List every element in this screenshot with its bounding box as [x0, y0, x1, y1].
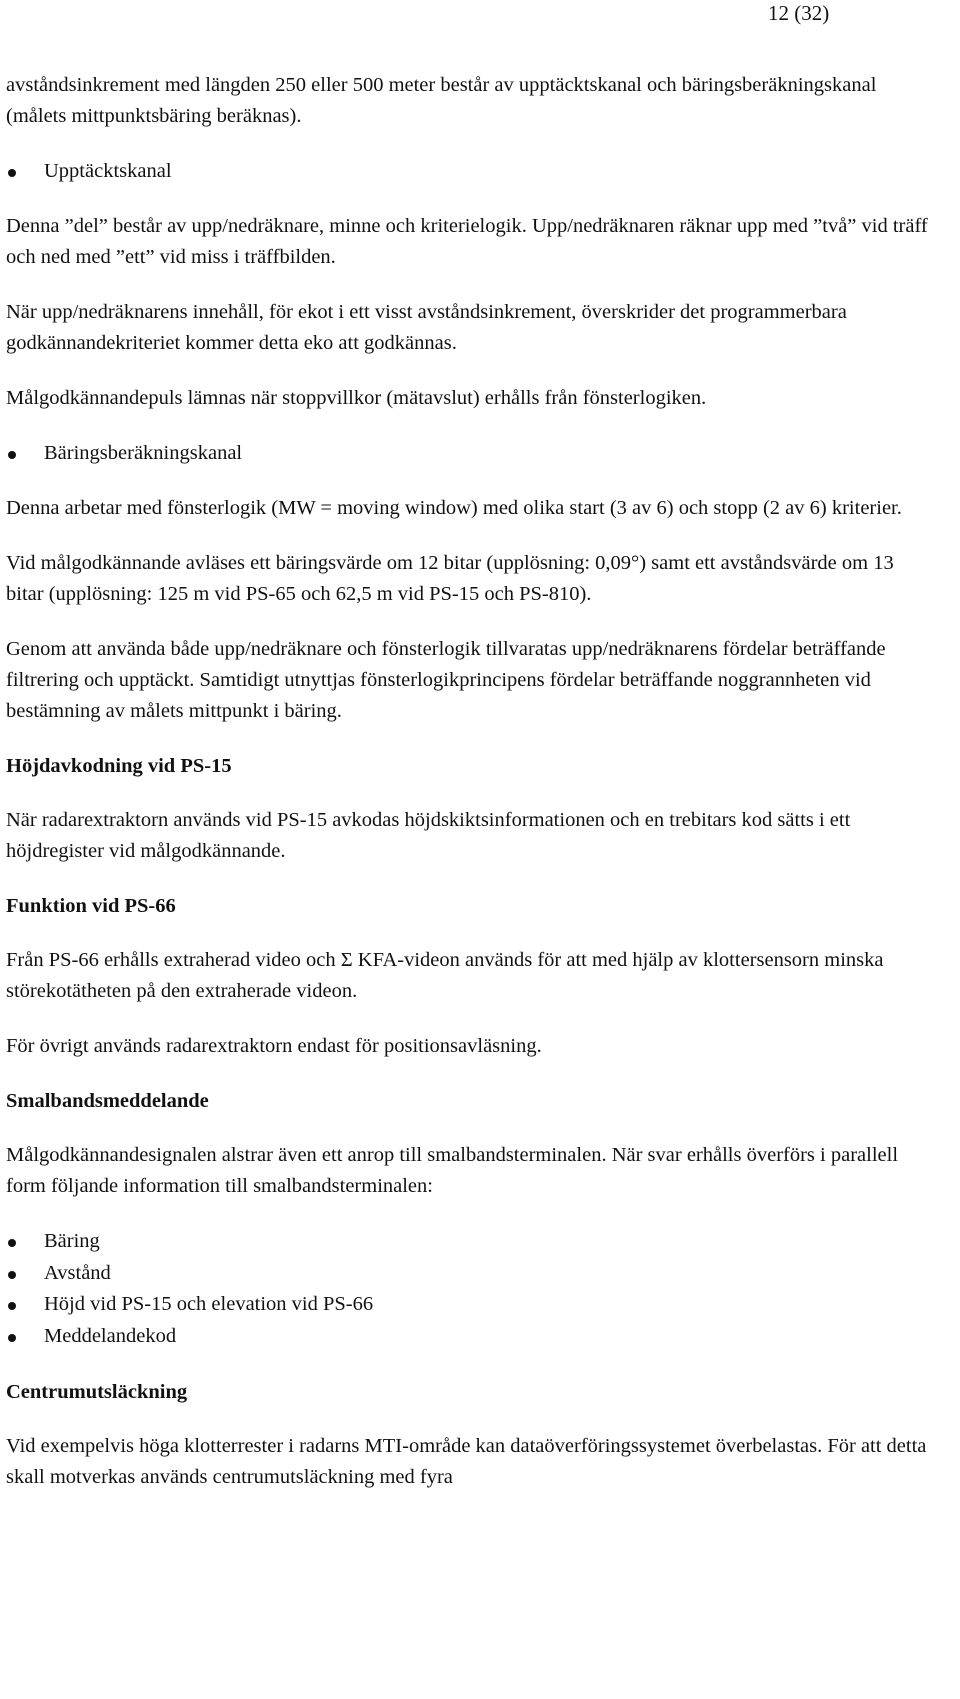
bullet-label: Bäringsberäkningskanal: [44, 442, 243, 464]
list-item: [6, 1321, 930, 1353]
paragraph: Denna ”del” består av upp/nedräknare, minne och kriterielogik. Upp/nedräknaren räknar upp med ”två” vid träff och ned med ”ett” vid miss i träffbilden.: [6, 215, 928, 268]
bullet-list: [6, 1226, 930, 1352]
paragraph: Målgodkännandesignalen alstrar även ett anrop till smalbandsterminalen. När svar erhålls överförs i parallell form följande information till smalbandsterminalen:: [6, 1144, 899, 1197]
bullet-icon: [8, 451, 16, 459]
page-number: 12 (32): [768, 1, 830, 25]
page-content: [6, 70, 930, 1517]
bullet-label: Upptäcktskanal: [44, 160, 172, 182]
bullet-item-baringsberakningskanal: [6, 438, 930, 469]
bullet-icon: [8, 169, 16, 177]
list-item-label: Höjd vid PS-15 och elevation vid PS-66: [44, 1293, 374, 1315]
paragraph: avståndsinkrement med längden 250 eller 500 meter består av upptäcktskanal och bäringsberäkningskanal (målets mittpunktsbäring beräknas).: [6, 74, 877, 127]
section-heading: Funktion vid PS-66: [6, 895, 176, 917]
bullet-icon: [8, 1271, 16, 1279]
list-item: [6, 1258, 930, 1290]
list-item-label: Bäring: [44, 1230, 100, 1252]
list-item: [6, 1289, 930, 1321]
list-item-label: Meddelandekod: [44, 1324, 177, 1347]
bullet-icon: [8, 1239, 16, 1247]
bullet-item-upptacktskanal: [6, 156, 930, 187]
paragraph: Målgodkännandepuls lämnas när stoppvillkor (mätavslut) erhålls från fönsterlogiken.: [6, 387, 707, 409]
section-heading: Höjdavkodning vid PS-15: [6, 755, 232, 777]
bullet-icon: [8, 1302, 16, 1310]
paragraph: Vid målgodkännande avläses ett bäringsvärde om 12 bitar (upplösning: 0,09°) samt ett avståndsvärde om 13 bitar (upplösning: 125 m vid PS-65 och 62,5 m vid PS-15 och PS-810).: [6, 552, 894, 605]
paragraph: För övrigt används radarextraktorn endast för positionsavläsning.: [6, 1035, 542, 1057]
paragraph: Från PS-66 erhålls extraherad video och Σ KFA-videon används för att med hjälp av klottersensorn minska störekotätheten på den extraherade videon.: [6, 949, 884, 1002]
paragraph: Denna arbetar med fönsterlogik (MW = moving window) med olika start (3 av 6) och stopp (2 av 6) kriterier.: [6, 497, 902, 519]
paragraph: När radarextraktorn används vid PS-15 avkodas höjdskiktsinformationen och en trebitars kod sätts i ett höjdregister vid målgodkännande.: [6, 809, 851, 862]
section-heading: Smalbandsmeddelande: [6, 1090, 209, 1112]
paragraph: Vid exempelvis höga klotterrester i radarns MTI-område kan dataöverföringssystemet överbelastas. För att detta skall motverkas används centrumutsläckning med fyra: [6, 1435, 927, 1488]
list-item-label: Avstånd: [44, 1261, 111, 1284]
paragraph: När upp/nedräknarens innehåll, för ekot i ett visst avståndsinkrement, överskrider det programmerbara godkännandekriteriet kommer detta eko att godkännas.: [6, 301, 847, 354]
list-item: [6, 1226, 930, 1258]
paragraph: Genom att använda både upp/nedräknare och fönsterlogik tillvaratas upp/nedräknarens fördelar beträffande filtrering och upptäckt. Samtidigt utnyttjas fönsterlogikprincipens fördelar beträffande noggrannheten vid bestämning av målets mittpunkt i bäring.: [6, 638, 886, 722]
bullet-icon: [8, 1334, 16, 1342]
section-heading: Centrumutsläckning: [6, 1381, 188, 1403]
